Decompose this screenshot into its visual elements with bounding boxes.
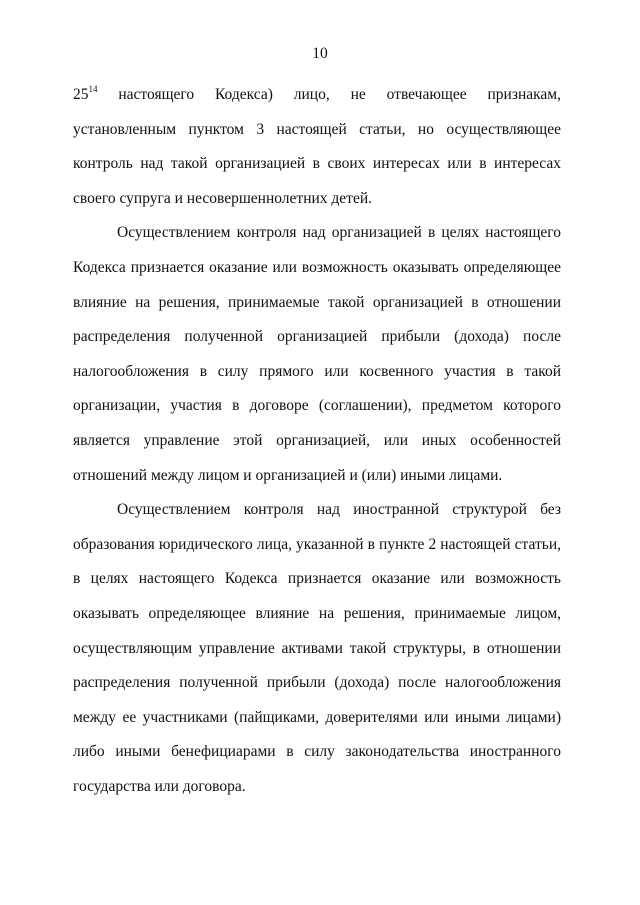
paragraph-control-foreign-structure: Осуществлением контроля над иностранной структурой без образования юридического лица, указанной в пункте 2 настоящей статьи, в целях настоящего Кодекса признается оказание или возможность оказывать определяющее влияние на решения, принимаемые лицом, осуществляющим управление активами такой структуры, в отношении распределения полученной прибыли (дохода) после налогообложения между ее участниками (пайщиками, доверителями или иными лицами) либо иными бенефициарами в силу законодательства иностранного государства или договора. [73, 501, 561, 795]
article-superscript: 14 [88, 83, 98, 94]
page-number: 10 [312, 45, 328, 62]
paragraph-continued-text: настоящего Кодекса) лицо, не отвечающее признакам, установленным пунктом 3 настоящей статьи, но осуществляющее контроль над такой организацией в своих интересах или в интересах своего супруга и несовершеннолетних детей. [73, 86, 561, 207]
article-number: 25 [73, 86, 89, 103]
paragraph-control-organization: Осуществлением контроля над организацией в целях настоящего Кодекса признается оказание или возможность оказывать определяющее влияние на решения, принимаемые такой организацией в отношении распределения полученной организацией прибыли (дохода) после налогообложения в силу прямого или косвенного участия в такой организации, участия в договоре (соглашении), предметом которого является управление этой организацией, или иных особенностей отношений между лицом и организацией и (или) иными лицами. [73, 224, 561, 484]
document-body [73, 78, 561, 804]
paragraph-continued [73, 78, 561, 216]
